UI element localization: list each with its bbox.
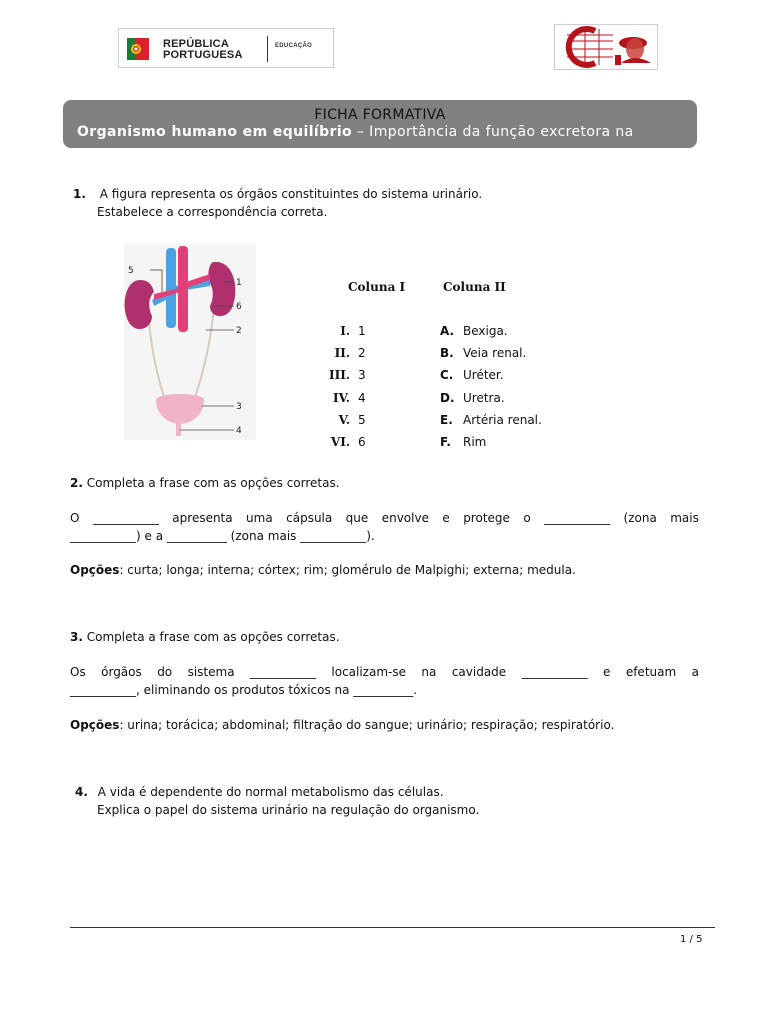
sentence-word: o — [523, 511, 531, 525]
figure-label-2: 2 — [236, 326, 242, 336]
sentence-word: ___________ — [249, 665, 316, 679]
column-i-header: Coluna I — [348, 280, 406, 294]
row-number: 6 — [358, 435, 366, 449]
document-title: FICHA FORMATIVA — [314, 107, 446, 123]
q1-line1: 1. A figura representa os órgãos constituintes do sistema urinário. — [73, 187, 483, 201]
sentence-word: e — [603, 665, 611, 679]
portuguesa-text: PORTUGUESA — [163, 49, 243, 61]
row-letter: B. — [440, 346, 454, 360]
q2-sentence-line2: ___________) e a __________ (zona mais ___________). — [70, 529, 375, 543]
q3-number: 3. — [70, 630, 83, 644]
row-option: Uretra. — [463, 391, 505, 405]
sentence-word: mais — [670, 511, 699, 525]
row-letter: C. — [440, 368, 454, 382]
republica-text: REPÚBLICA — [163, 38, 229, 50]
sentence-word: sistema — [187, 665, 235, 679]
q2-number: 2. — [70, 476, 83, 490]
document-subtitle: Organismo humano em equilíbrio – Importância da função excretora na — [77, 124, 634, 140]
sentence-word: na — [421, 665, 437, 679]
q3-sentence-line1 — [70, 665, 699, 679]
school-logo — [554, 24, 658, 70]
row-number: 3 — [358, 368, 366, 382]
q1-line2: Estabelece a correspondência correta. — [97, 205, 328, 219]
q4-line1: 4. A vida é dependente do normal metabolismo das células. — [75, 785, 444, 799]
sentence-word: cavidade — [451, 665, 507, 679]
portugal-flag-icon — [127, 38, 149, 60]
sentence-word: O — [70, 511, 80, 525]
school-crest-icon — [555, 25, 657, 69]
row-option: Bexiga. — [463, 324, 508, 338]
row-option: Uréter. — [463, 368, 504, 382]
sentence-word: envolve — [381, 511, 429, 525]
q2-options: Opções: curta; longa; interna; córtex; rim; glomérulo de Malpighi; externa; medula. — [70, 563, 576, 577]
educacao-text: EDUCAÇÃO — [275, 43, 313, 49]
row-letter: D. — [440, 391, 455, 405]
row-number: 2 — [358, 346, 366, 360]
title-bar — [63, 100, 697, 148]
sentence-word: e — [442, 511, 450, 525]
figure-label-4: 4 — [236, 426, 242, 436]
q1-number: 1. — [73, 187, 86, 201]
sentence-word: efetuam — [625, 665, 677, 679]
row-number: 1 — [358, 324, 366, 338]
sentence-word: que — [345, 511, 369, 525]
row-number: 5 — [358, 413, 366, 427]
q3-intro: 3. Completa a frase com as opções corretas. — [70, 630, 340, 644]
row-number: 4 — [358, 391, 366, 405]
footer-divider — [70, 927, 715, 928]
sentence-word: do — [157, 665, 173, 679]
figure-label-1: 1 — [236, 278, 242, 288]
q4-line2: Explica o papel do sistema urinário na regulação do organismo. — [97, 803, 480, 817]
sentence-word: a — [691, 665, 699, 679]
sentence-word: protege — [463, 511, 510, 525]
q4-number: 4. — [75, 785, 88, 799]
row-option: Veia renal. — [463, 346, 527, 360]
row-roman: VI. — [330, 435, 350, 449]
row-roman: III. — [328, 368, 350, 382]
row-option: Artéria renal. — [463, 413, 542, 427]
column-ii-header: Coluna II — [443, 280, 506, 294]
figure-label-6: 6 — [236, 302, 242, 312]
row-roman: IV. — [332, 391, 350, 405]
q3-options-label: Opções — [70, 718, 120, 732]
sentence-word: Os — [70, 665, 86, 679]
sentence-word: apresenta — [172, 511, 233, 525]
logo-divider — [267, 36, 268, 62]
urinary-system-figure — [110, 244, 270, 444]
republica-portuguesa-logo — [118, 28, 334, 68]
q3-sentence-line2: ___________, eliminando os produtos tóxicos na __________. — [70, 683, 418, 697]
row-letter: E. — [440, 413, 453, 427]
sentence-word: cápsula — [286, 511, 333, 525]
sentence-word: localizam-se — [331, 665, 406, 679]
sentence-word: uma — [246, 511, 273, 525]
q2-options-label: Opções — [70, 563, 120, 577]
q2-sentence-line1 — [70, 511, 699, 525]
figure-label-5: 5 — [128, 266, 134, 276]
sentence-word: ___________ — [521, 665, 588, 679]
row-letter: F. — [440, 435, 451, 449]
sentence-word: órgãos — [101, 665, 142, 679]
row-roman: II. — [334, 346, 350, 360]
page-number: 1 / 5 — [680, 934, 703, 945]
row-roman: V. — [338, 413, 350, 427]
row-roman: I. — [340, 324, 350, 338]
figure-label-3: 3 — [236, 402, 242, 412]
row-letter: A. — [440, 324, 455, 338]
sentence-word: (zona — [623, 511, 657, 525]
q3-options: Opções: urina; torácica; abdominal; filtração do sangue; urinário; respiração; respiratório. — [70, 718, 615, 732]
q2-intro: 2. Completa a frase com as opções corretas. — [70, 476, 340, 490]
sentence-word: ___________ — [544, 511, 611, 525]
row-option: Rim — [463, 435, 487, 449]
sentence-word: ___________ — [92, 511, 159, 525]
